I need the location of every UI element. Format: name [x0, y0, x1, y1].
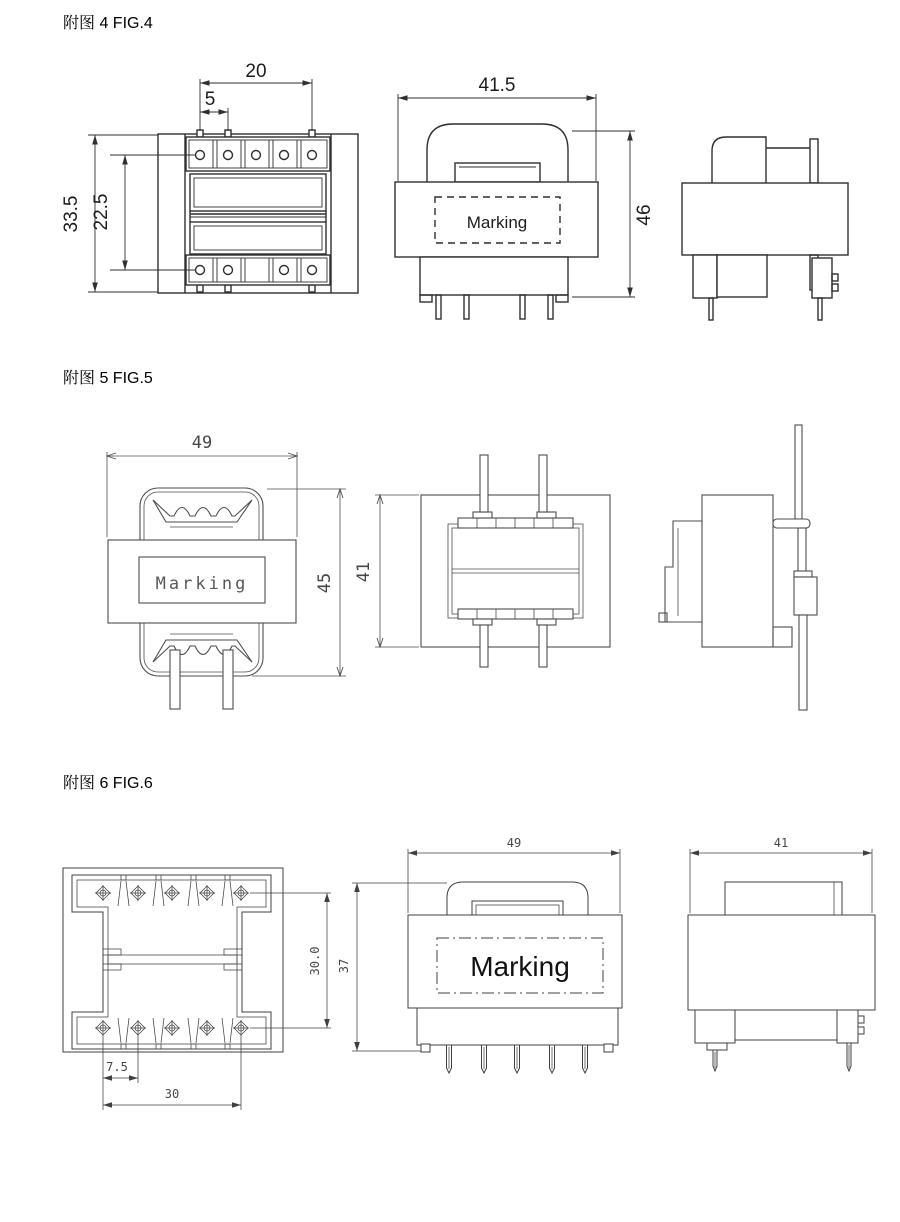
fig4-winding-windows [190, 174, 326, 254]
fig6-front-pins [447, 1045, 588, 1073]
fig5-side-view [659, 425, 817, 710]
fig4-front-view [395, 75, 655, 319]
fig6-side-pins [713, 1043, 851, 1071]
fig5-bobbin-crown-top [153, 500, 252, 527]
fig6-side-view [688, 836, 875, 1071]
figure-4 [61, 14, 848, 320]
fig5-front-wire-bottom-left [480, 625, 488, 667]
figure-4-title: 附图 4 FIG.4 [63, 15, 153, 32]
fig5-dim-height: 41 [354, 561, 374, 583]
figure-5-title: 附图 5 FIG.5 [63, 370, 153, 387]
fig6-dim-body-depth: 41 [773, 836, 789, 850]
fig5-dim-depth: 45 [315, 572, 335, 594]
fig6-dim-body-width: 49 [506, 836, 522, 850]
fig4-side-pin-left [709, 298, 713, 320]
fig4-dim-body-width: 41.5 [478, 75, 516, 96]
fig4-front-pins [436, 295, 553, 319]
fig4-dim-hole-span: 22.5 [91, 193, 112, 231]
fig5-front-wire-top-left [480, 455, 488, 512]
figure-6 [63, 774, 875, 1110]
fig4-dim-pin-pitch: 5 [204, 89, 216, 110]
fig5-plan-view [107, 433, 346, 709]
fig4-dim-pin-span: 20 [245, 61, 267, 82]
fig4-dim-overall-depth: 33.5 [61, 195, 82, 233]
fig5-front-wire-bottom-right [539, 625, 547, 667]
figure-5 [63, 369, 817, 710]
fig5-front-view [354, 455, 610, 667]
fig5-bobbin-crown-bottom [153, 634, 252, 662]
fig5-marking-label: Marking [155, 574, 249, 594]
fig6-dim-overall-height: 37 [337, 958, 351, 974]
fig5-side-wire-top [795, 425, 802, 519]
figure-6-title: 附图 6 FIG.6 [63, 775, 153, 792]
fig4-side-pin-right [818, 298, 822, 320]
fig4-side-view [682, 137, 848, 320]
fig6-side-view-dimensions [690, 836, 872, 913]
fig4-marking-label: Marking [466, 213, 528, 232]
fig5-lead-wire-right [223, 650, 233, 709]
fig5-lead-wire-left [170, 650, 180, 709]
fig5-front-view-dimensions [354, 495, 419, 647]
fig4-dim-overall-height: 46 [634, 204, 655, 226]
fig5-front-wire-top-right [539, 455, 547, 512]
fig4-top-view [61, 61, 358, 293]
fig6-marking-label: Marking [470, 951, 570, 982]
fig5-dim-width: 49 [191, 433, 213, 453]
fig5-side-wire-bottom [799, 615, 807, 710]
fig4-terminal-strip-top [186, 137, 330, 171]
fig6-plan-view [63, 868, 331, 1110]
fig6-dim-pin-pitch: 7.5 [106, 1060, 128, 1074]
fig6-dim-hole-row-span: 30.0 [308, 946, 322, 976]
fig4-terminal-strip-bottom [186, 255, 330, 285]
fig6-dim-pin-span: 30 [164, 1087, 180, 1101]
fig6-front-view [337, 836, 622, 1073]
